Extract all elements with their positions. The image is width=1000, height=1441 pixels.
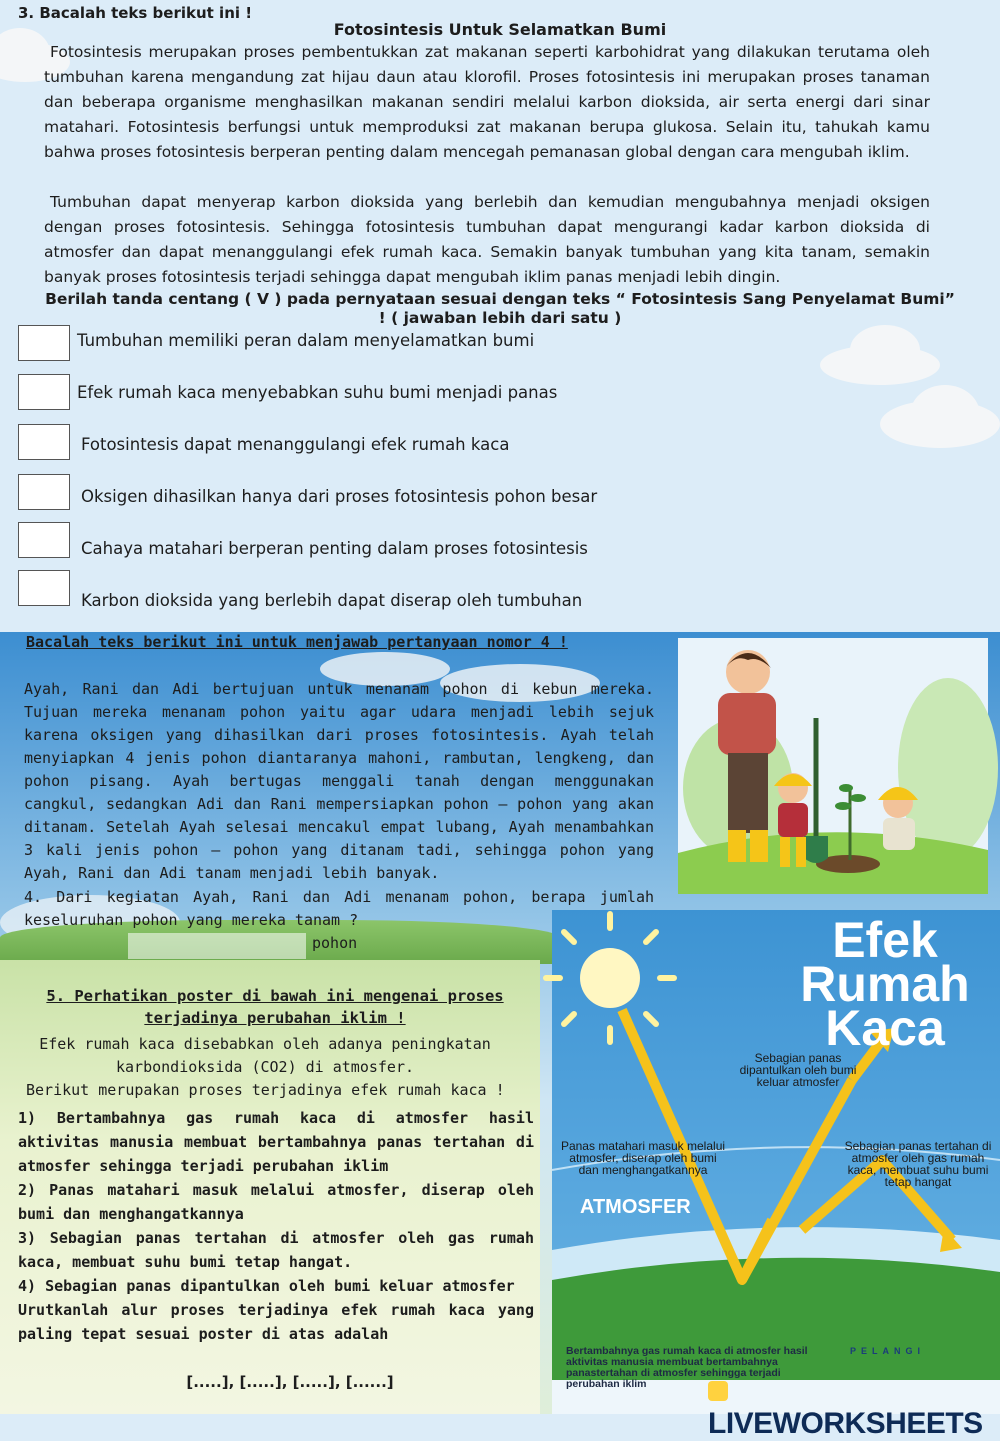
poster-title-line: Efek xyxy=(832,912,938,968)
checkbox-statement-4[interactable] xyxy=(18,474,70,510)
statement-3: Fotosintesis dapat menanggulangi efek rumah kaca xyxy=(81,435,510,454)
article-paragraph-2: Tumbuhan dapat menyerap karbon dioksida yang berlebih dan kemudian mengubahnya menjadi oksigen dengan proses fotosintesis. Sehingga fotosintesis tumbuhan dapat mengurangi kadar karbon dioksida di atmosfer dan dapat menanggulangi efek rumah kaca. Semakin banyak tumbuhan yang kita tanam, semakin banyak proses fotosintesis terjadi sehingga dapat mengubah iklim panas menjadi lebih dingin. xyxy=(44,193,930,286)
question-5-steps xyxy=(18,1106,534,1346)
tree-count-answer-input[interactable] xyxy=(128,933,306,959)
step-4: 4) Sebagian panas dipantulkan oleh bumi keluar atmosfer xyxy=(18,1277,515,1295)
liveworksheets-badge-icon xyxy=(708,1381,728,1401)
statement-6: Karbon dioksida yang berlebih dapat diserap oleh tumbuhan xyxy=(81,591,583,610)
sun-icon xyxy=(546,914,674,1042)
checkbox-statement-5[interactable] xyxy=(18,522,70,558)
poster-footer-text: Bertambahnya gas rumah kaca di atmosfer hasil aktivitas manusia membuat bertambahnya panastertahan di atmosfer sehingga terjadi perubahan iklim xyxy=(566,1345,808,1390)
checklist-instruction: Berilah tanda centang ( V ) pada pernyataan sesuai dengan teks “ Fotosintesis Sang Penyelamat Bumi” ! ( jawaban lebih dari satu ) xyxy=(45,290,955,327)
checkbox-statement-6[interactable] xyxy=(18,570,70,606)
step-2: 2) Panas matahari masuk melalui atmosfer, diserap oleh bumi dan menghangatkannya xyxy=(18,1181,534,1223)
statement-2: Efek rumah kaca menyebabkan suhu bumi menjadi panas xyxy=(77,383,558,402)
poster-atmosphere-label: ATMOSFER xyxy=(580,1196,691,1218)
blank-separator: , xyxy=(281,1373,293,1391)
question-4-prompt: 4. Dari kegiatan Ayah, Rani dan Adi menanam pohon, berapa jumlah keseluruhan pohon yang mereka tanam ? xyxy=(24,888,654,929)
poster-label-trapped: Sebagian panas tertahan di atmosfer oleh gas rumah kaca, membuat suhu bumi tetap hangat xyxy=(844,1139,992,1189)
order-blank-2[interactable]: [.....] xyxy=(239,1373,282,1391)
checkbox-statement-3[interactable] xyxy=(18,424,70,460)
statement-5: Cahaya matahari berperan penting dalam proses fotosintesis xyxy=(81,539,588,558)
cloud xyxy=(910,385,980,445)
blank-separator: , xyxy=(334,1373,346,1391)
question-5-heading: 5. Perhatikan poster di bawah ini mengenai proses terjadinya perubahan iklim ! xyxy=(46,987,504,1027)
statement-4: Oksigen dihasilkan hanya dari proses fotosintesis pohon besar xyxy=(81,487,598,506)
blank-separator: , xyxy=(228,1373,240,1391)
step-1: 1) Bertambahnya gas rumah kaca di atmosfer hasil aktivitas manusia membuat bertambahnya panas tertahan di atmosfer sehingga terjadi perubahan iklim xyxy=(18,1109,534,1175)
cloud xyxy=(850,325,920,375)
question-5-intro: Efek rumah kaca disebabkan oleh adanya peningkatan karbondioksida (CO2) di atmosfer. xyxy=(39,1035,491,1076)
question-5-lead: Berikut merupakan proses terjadinya efek rumah kaca ! xyxy=(26,1081,505,1099)
order-blank-4[interactable]: [......] xyxy=(345,1373,394,1391)
article-title: Fotosintesis Untuk Selamatkan Bumi xyxy=(333,20,667,39)
family-planting-illustration xyxy=(678,638,988,894)
ordering-prompt: Urutkanlah alur proses terjadinya efek rumah kaca yang paling tepat sesuai poster di atas adalah xyxy=(18,1301,534,1343)
poster-label-reflect: Sebagian panas dipantulkan oleh bumi keluar atmosfer xyxy=(739,1051,857,1089)
question-4-heading: Bacalah teks berikut ini untuk menjawab pertanyaan nomor 4 ! xyxy=(26,633,568,651)
poster-title-line: Kaca xyxy=(825,1000,945,1056)
question-3-heading: 3. Bacalah teks berikut ini ! xyxy=(18,4,253,22)
order-answer-blanks xyxy=(0,1373,580,1391)
liveworksheets-logo xyxy=(708,1373,1000,1441)
answer-unit: pohon xyxy=(312,934,358,952)
greenhouse-effect-poster xyxy=(552,910,1000,1414)
poster-brand: PELANGI xyxy=(850,1346,926,1356)
liveworksheets-wordmark: LIVEWORKSHEETS xyxy=(708,1407,983,1440)
poster-label-sun-in: Panas matahari masuk melalui atmosfer, diserap oleh bumi dan menghangatkannya xyxy=(560,1139,726,1177)
article-paragraph-1: Fotosintesis merupakan proses pembentukkan zat makanan seperti karbohidrat yang dilakukan terutama oleh tumbuhan karena mengandung zat hijau daun atau klorofil. Proses fotosintesis ini merupakan proses tanaman dan beberapa organisme menghasilkan makanan sendiri melalui karbon dioksida, air serta energi dari sinar matahari. Fotosintesis berfungsi untuk memproduksi zat makanan berupa glukosa. Selain itu, tahukah kamu bahwa proses fotosintesis berperan penting dalam mencegah pemanasan global dengan cara mengubah iklim. xyxy=(44,43,930,161)
order-blank-3[interactable]: [.....] xyxy=(292,1373,335,1391)
question-4-story: Ayah, Rani dan Adi bertujuan untuk menanam pohon di kebun mereka. Tujuan mereka menanam pohon yaitu agar udara menjadi lebih sejuk karena oksigen yang dihasilkan dari proses fotosintesis. Ayah telah menyiapkan 4 jenis pohon diantaranya mahoni, rambutan, lengkeng, dan pohon pisang. Ayah bertugas menggali tanah dengan menggunakan cangkul, sedangkan Adi dan Rani mempersiapkan pohon – pohon yang akan ditanam. Setelah Ayah selesai mencakul empat lubang, Ayah menambahkan 3 kali jenis pohon – pohon yang ditanam tadi, sehingga pohon yang Ayah, Rani dan Adi tanam menjadi lebih banyak. xyxy=(24,680,654,882)
step-3: 3) Sebagian panas tertahan di atmosfer oleh gas rumah kaca, membuat suhu bumi tetap hangat. xyxy=(18,1229,534,1271)
order-blank-1[interactable]: [.....] xyxy=(186,1373,229,1391)
poster-title xyxy=(800,912,970,1056)
poster-title-line: Rumah xyxy=(800,956,970,1012)
checkbox-statement-2[interactable] xyxy=(18,374,70,410)
statement-1: Tumbuhan memiliki peran dalam menyelamatkan bumi xyxy=(77,331,535,350)
checkbox-statement-1[interactable] xyxy=(18,325,70,361)
